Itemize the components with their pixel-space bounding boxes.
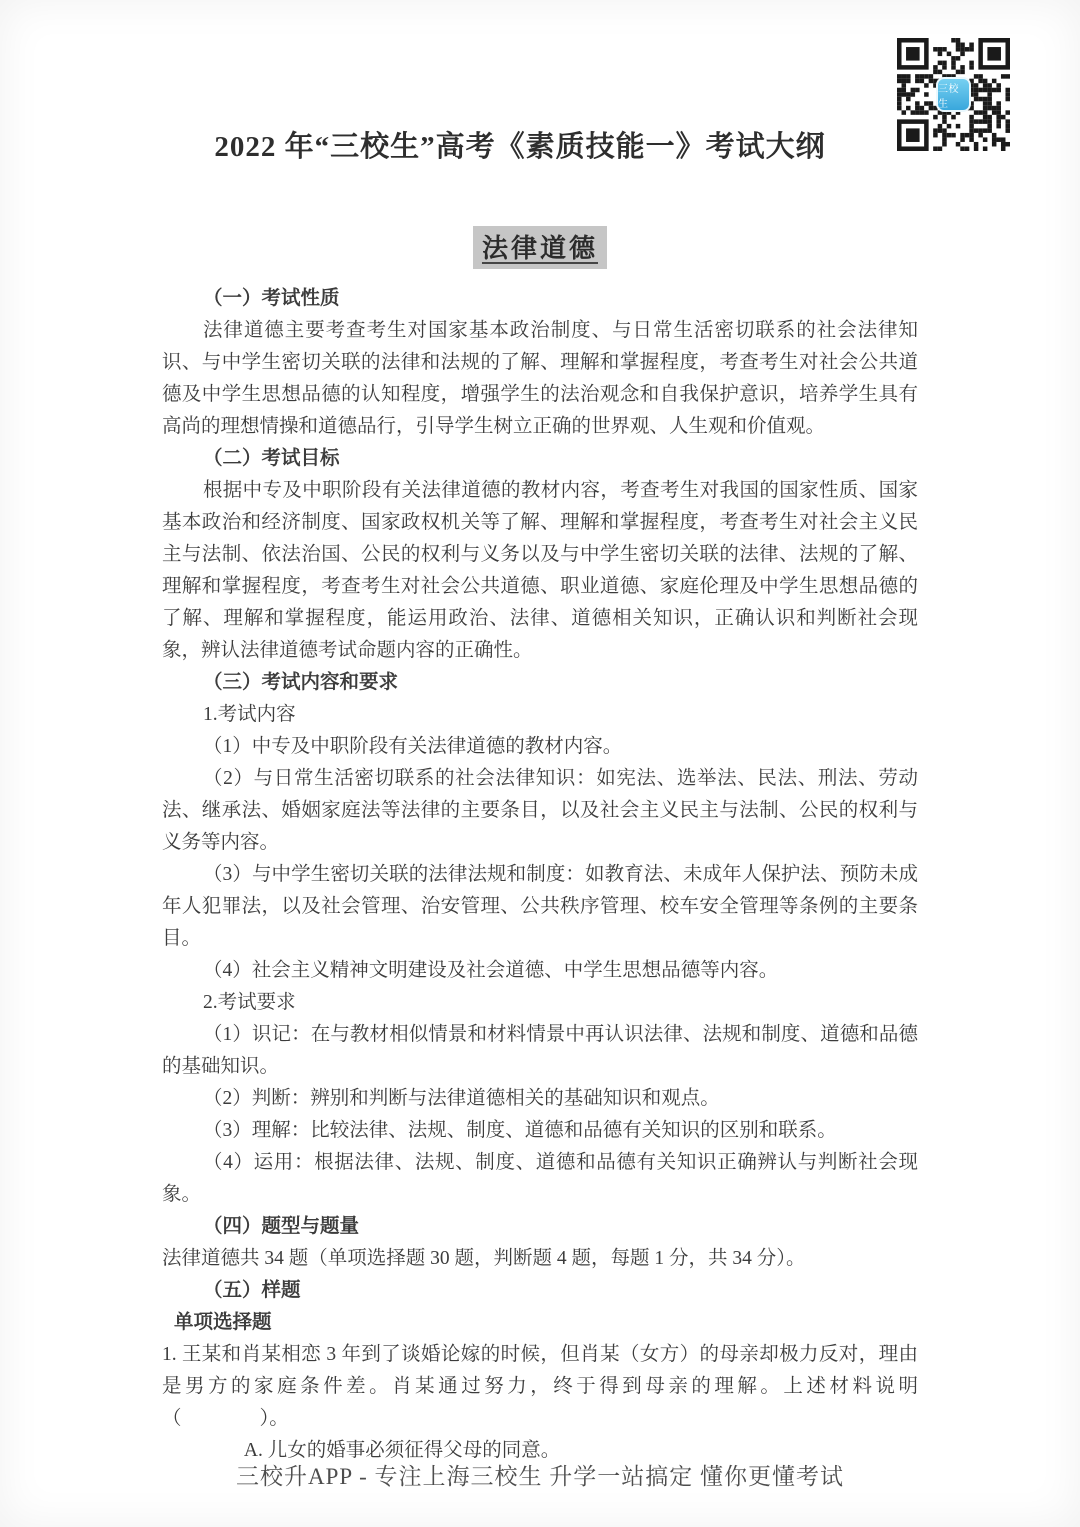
qr-code (897, 38, 1010, 151)
page-footer: 三校升APP - 专注上海三校生 升学一站搞定 懂你更懂考试 (236, 1464, 844, 1489)
exam-requirement-item: （2）判断：辨别和判断与法律道德相关的基础知识和观点。 (202, 1088, 720, 1109)
section-1-heading: （一）考试性质 (202, 288, 340, 309)
exam-requirement-item: （4）运用：根据法律、法规、制度、道德和品德有关知识正确辨认与判断社会现象。 (162, 1152, 918, 1205)
qr-logo-label: 三校生 (938, 83, 959, 110)
section-3-heading: （三）考试内容和要求 (202, 672, 398, 693)
exam-content-item: （2）与日常生活密切联系的社会法律知识：如宪法、选举法、民法、刑法、劳动法、继承法、婚姻家庭法等法律的主要条目，以及社会主义民主与法制、公民的权利与义务等内容。 (162, 768, 918, 853)
exam-content-item: （4）社会主义精神文明建设及社会道德、中学生思想品德等内容。 (202, 960, 779, 981)
exam-requirement-item: （3）理解：比较法律、法规、制度、道德和品德有关知识的区别和联系。 (202, 1120, 837, 1141)
section-5-heading: （五）样题 (202, 1280, 301, 1301)
document-title: 2022 年“三校生”高考《素质技能一》考试大纲 (214, 131, 826, 163)
document-body (162, 283, 918, 1467)
sample-question-1-option-a: A. 儿女的婚事必须征得父母的同意。 (243, 1440, 561, 1461)
subject-banner-row (162, 226, 918, 269)
sample-question-type-label: 单项选择题 (174, 1312, 272, 1333)
section-1-paragraph: 法律道德主要考查考生对国家基本政治制度、与日常生活密切联系的社会法律知识、与中学生密切关联的法律和法规的了解、理解和掌握程度，考查考生对社会公共道德及中学生思想品德的认知程度，增强学生的法治观念和自我保护意识，培养学生具有高尚的理想情操和道德品行，引导学生树立正确的世界观、人生观和价值观。 (162, 320, 918, 437)
section-4-paragraph: 法律道德共 34 题（单项选择题 30 题，判断题 4 题，每题 1 分，共 34 分）。 (162, 1248, 806, 1269)
exam-content-item: （3）与中学生密切关联的法律法规和制度：如教育法、未成年人保护法、预防未成年人犯罪法，以及社会管理、治安管理、公共秩序管理、校车安全管理等条例的主要条目。 (162, 864, 918, 949)
section-2-heading: （二）考试目标 (202, 448, 340, 469)
exam-content-item: （1）中专及中职阶段有关法律道德的教材内容。 (202, 736, 623, 757)
subject-banner: 法律道德 (473, 226, 607, 269)
exam-requirement-item: （1）识记：在与教材相似情景和材料情景中再认识法律、法规和制度、道德和品德的基础知识。 (162, 1024, 918, 1077)
section-2-paragraph: 根据中专及中职阶段有关法律道德的教材内容，考查考生对我国的国家性质、国家基本政治和经济制度、国家政权机关等了解、理解和掌握程度，考查考生对社会主义民主与法制、依法治国、公民的权利与义务以及与中学生密切关联的法律、法规的了解、理解和掌握程度，考查考生对社会公共道德、职业道德、家庭伦理及中学生思想品德的了解、理解和掌握程度，能运用政治、法律、道德相关知识，正确认识和判断社会现象，辨认法律道德考试命题内容的正确性。 (162, 480, 918, 661)
exam-requirement-label: 2.考试要求 (202, 992, 296, 1013)
qr-center-logo (936, 77, 971, 112)
section-4-heading: （四）题型与题量 (202, 1216, 359, 1237)
sample-question-1: 1. 王某和肖某相恋 3 年到了谈婚论嫁的时候，但肖某（女方）的母亲却极力反对，理由是男方的家庭条件差。肖某通过努力，终于得到母亲的理解。上述材料说明（ ）。 (162, 1344, 918, 1429)
exam-content-label: 1.考试内容 (202, 704, 296, 725)
